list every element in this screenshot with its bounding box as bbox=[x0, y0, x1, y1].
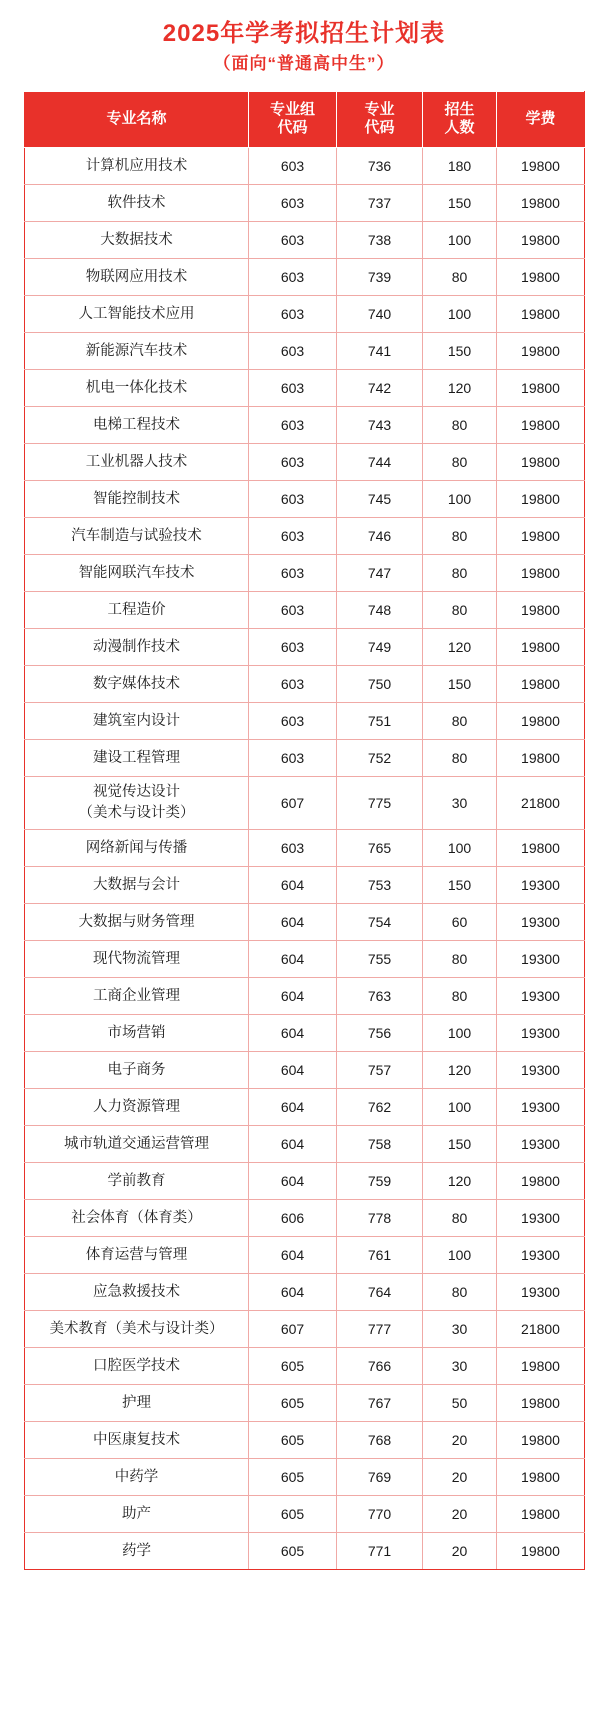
cell-group-code: 604 bbox=[249, 978, 337, 1015]
cell-group-code: 605 bbox=[249, 1385, 337, 1422]
cell-major-code: 758 bbox=[337, 1126, 423, 1163]
cell-major-name: 工程造价 bbox=[25, 592, 249, 629]
column-header-major-code-line1: 专业 bbox=[364, 100, 395, 118]
cell-major-code: 764 bbox=[337, 1274, 423, 1311]
cell-major-name: 市场营销 bbox=[25, 1015, 249, 1052]
cell-group-code: 605 bbox=[249, 1533, 337, 1570]
table-row bbox=[25, 1126, 585, 1163]
cell-enrollment-count: 100 bbox=[423, 296, 497, 333]
cell-major-name: 助产 bbox=[25, 1496, 249, 1533]
column-header-group-code-line2: 代码 bbox=[277, 119, 308, 137]
cell-major-code: 740 bbox=[337, 296, 423, 333]
cell-tuition-fee: 19800 bbox=[497, 370, 585, 407]
cell-enrollment-count: 80 bbox=[423, 1274, 497, 1311]
cell-tuition-fee: 19800 bbox=[497, 703, 585, 740]
cell-group-code: 605 bbox=[249, 1459, 337, 1496]
cell-major-code: 752 bbox=[337, 740, 423, 777]
cell-group-code: 603 bbox=[249, 555, 337, 592]
cell-tuition-fee: 19800 bbox=[497, 830, 585, 867]
cell-major-name: 电子商务 bbox=[25, 1052, 249, 1089]
table-row bbox=[25, 666, 585, 703]
title-sub: （面向“普通高中生”） bbox=[213, 54, 395, 74]
cell-major-code: 749 bbox=[337, 629, 423, 666]
cell-tuition-fee: 19800 bbox=[497, 1348, 585, 1385]
cell-tuition-fee: 21800 bbox=[497, 1311, 585, 1348]
cell-tuition-fee: 19300 bbox=[497, 1237, 585, 1274]
cell-major-code: 751 bbox=[337, 703, 423, 740]
cell-enrollment-count: 80 bbox=[423, 555, 497, 592]
cell-group-code: 603 bbox=[249, 830, 337, 867]
cell-major-name: 工业机器人技术 bbox=[25, 444, 249, 481]
cell-major-name: 城市轨道交通运营管理 bbox=[25, 1126, 249, 1163]
cell-tuition-fee: 19800 bbox=[497, 1459, 585, 1496]
cell-enrollment-count: 150 bbox=[423, 333, 497, 370]
table-body bbox=[25, 148, 585, 1570]
title-main: 2025年学考拟招生计划表 bbox=[162, 20, 446, 47]
table-header bbox=[25, 91, 585, 148]
table-row bbox=[25, 1311, 585, 1348]
cell-group-code: 603 bbox=[249, 333, 337, 370]
table-row bbox=[25, 185, 585, 222]
cell-major-name: 现代物流管理 bbox=[25, 941, 249, 978]
cell-enrollment-count: 120 bbox=[423, 1163, 497, 1200]
table-row bbox=[25, 222, 585, 259]
cell-major-name: 社会体育（体育类） bbox=[25, 1200, 249, 1237]
column-header-count-line1: 招生 bbox=[444, 100, 475, 118]
cell-enrollment-count: 20 bbox=[423, 1533, 497, 1570]
cell-group-code: 603 bbox=[249, 481, 337, 518]
cell-enrollment-count: 100 bbox=[423, 1237, 497, 1274]
cell-major-name: 大数据与财务管理 bbox=[25, 904, 249, 941]
cell-tuition-fee: 21800 bbox=[497, 777, 585, 830]
cell-enrollment-count: 150 bbox=[423, 666, 497, 703]
cell-major-name: 智能控制技术 bbox=[25, 481, 249, 518]
cell-major-name: 软件技术 bbox=[25, 185, 249, 222]
cell-group-code: 603 bbox=[249, 259, 337, 296]
cell-tuition-fee: 19300 bbox=[497, 941, 585, 978]
cell-enrollment-count: 100 bbox=[423, 830, 497, 867]
cell-major-code: 736 bbox=[337, 148, 423, 185]
column-header-fee-line1: 学费 bbox=[525, 110, 556, 128]
cell-enrollment-count: 100 bbox=[423, 1089, 497, 1126]
cell-tuition-fee: 19800 bbox=[497, 1422, 585, 1459]
cell-enrollment-count: 80 bbox=[423, 941, 497, 978]
table-row bbox=[25, 703, 585, 740]
cell-major-code: 768 bbox=[337, 1422, 423, 1459]
cell-major-name: 工商企业管理 bbox=[25, 978, 249, 1015]
cell-major-name: 中医康复技术 bbox=[25, 1422, 249, 1459]
cell-major-name: 大数据技术 bbox=[25, 222, 249, 259]
column-header-group-code-line1: 专业组 bbox=[269, 100, 315, 118]
cell-enrollment-count: 100 bbox=[423, 1015, 497, 1052]
cell-major-code: 775 bbox=[337, 777, 423, 830]
table-row bbox=[25, 333, 585, 370]
cell-major-name: 学前教育 bbox=[25, 1163, 249, 1200]
cell-major-code: 748 bbox=[337, 592, 423, 629]
cell-major-code: 737 bbox=[337, 185, 423, 222]
cell-tuition-fee: 19300 bbox=[497, 1126, 585, 1163]
cell-group-code: 604 bbox=[249, 1089, 337, 1126]
cell-group-code: 607 bbox=[249, 1311, 337, 1348]
cell-major-code: 739 bbox=[337, 259, 423, 296]
cell-enrollment-count: 80 bbox=[423, 978, 497, 1015]
cell-group-code: 603 bbox=[249, 407, 337, 444]
cell-tuition-fee: 19300 bbox=[497, 1200, 585, 1237]
table-row bbox=[25, 1163, 585, 1200]
cell-group-code: 603 bbox=[249, 296, 337, 333]
cell-group-code: 603 bbox=[249, 703, 337, 740]
cell-major-name: 大数据与会计 bbox=[25, 867, 249, 904]
cell-enrollment-count: 30 bbox=[423, 777, 497, 830]
table-row bbox=[25, 1089, 585, 1126]
cell-group-code: 604 bbox=[249, 1015, 337, 1052]
cell-group-code: 605 bbox=[249, 1422, 337, 1459]
column-header-major-code bbox=[337, 91, 423, 148]
cell-tuition-fee: 19300 bbox=[497, 1089, 585, 1126]
cell-major-code: 753 bbox=[337, 867, 423, 904]
cell-tuition-fee: 19300 bbox=[497, 1052, 585, 1089]
page-title bbox=[24, 18, 584, 77]
table-row bbox=[25, 1348, 585, 1385]
table-row bbox=[25, 629, 585, 666]
cell-group-code: 603 bbox=[249, 185, 337, 222]
cell-enrollment-count: 80 bbox=[423, 592, 497, 629]
table-row bbox=[25, 1533, 585, 1570]
cell-major-code: 747 bbox=[337, 555, 423, 592]
cell-group-code: 604 bbox=[249, 1237, 337, 1274]
cell-major-code: 762 bbox=[337, 1089, 423, 1126]
cell-major-code: 777 bbox=[337, 1311, 423, 1348]
cell-tuition-fee: 19800 bbox=[497, 1533, 585, 1570]
cell-group-code: 604 bbox=[249, 1126, 337, 1163]
cell-major-code: 738 bbox=[337, 222, 423, 259]
cell-major-code: 744 bbox=[337, 444, 423, 481]
cell-tuition-fee: 19800 bbox=[497, 740, 585, 777]
cell-enrollment-count: 120 bbox=[423, 629, 497, 666]
table-row bbox=[25, 481, 585, 518]
table-row bbox=[25, 259, 585, 296]
table-row bbox=[25, 444, 585, 481]
cell-major-name: 视觉传达设计 （美术与设计类） bbox=[25, 777, 249, 830]
cell-enrollment-count: 180 bbox=[423, 148, 497, 185]
cell-enrollment-count: 50 bbox=[423, 1385, 497, 1422]
cell-major-code: 741 bbox=[337, 333, 423, 370]
cell-tuition-fee: 19800 bbox=[497, 296, 585, 333]
cell-major-name: 药学 bbox=[25, 1533, 249, 1570]
cell-enrollment-count: 80 bbox=[423, 407, 497, 444]
cell-tuition-fee: 19800 bbox=[497, 629, 585, 666]
cell-enrollment-count: 120 bbox=[423, 370, 497, 407]
cell-group-code: 603 bbox=[249, 518, 337, 555]
cell-tuition-fee: 19800 bbox=[497, 333, 585, 370]
table-row bbox=[25, 148, 585, 185]
cell-major-code: 763 bbox=[337, 978, 423, 1015]
table-row bbox=[25, 370, 585, 407]
cell-major-name: 动漫制作技术 bbox=[25, 629, 249, 666]
cell-major-name: 计算机应用技术 bbox=[25, 148, 249, 185]
cell-enrollment-count: 80 bbox=[423, 740, 497, 777]
table-row bbox=[25, 1422, 585, 1459]
cell-major-name: 人工智能技术应用 bbox=[25, 296, 249, 333]
cell-group-code: 603 bbox=[249, 370, 337, 407]
cell-major-name: 口腔医学技术 bbox=[25, 1348, 249, 1385]
column-header-count bbox=[423, 91, 497, 148]
table-row bbox=[25, 407, 585, 444]
cell-major-name: 中药学 bbox=[25, 1459, 249, 1496]
cell-group-code: 605 bbox=[249, 1348, 337, 1385]
cell-group-code: 605 bbox=[249, 1496, 337, 1533]
cell-enrollment-count: 150 bbox=[423, 867, 497, 904]
cell-enrollment-count: 20 bbox=[423, 1422, 497, 1459]
cell-tuition-fee: 19800 bbox=[497, 592, 585, 629]
cell-enrollment-count: 20 bbox=[423, 1459, 497, 1496]
column-header-group-code bbox=[249, 91, 337, 148]
cell-enrollment-count: 30 bbox=[423, 1348, 497, 1385]
cell-enrollment-count: 120 bbox=[423, 1052, 497, 1089]
cell-major-code: 767 bbox=[337, 1385, 423, 1422]
table-row bbox=[25, 296, 585, 333]
cell-tuition-fee: 19300 bbox=[497, 904, 585, 941]
table-row bbox=[25, 978, 585, 1015]
cell-enrollment-count: 100 bbox=[423, 222, 497, 259]
cell-major-name: 建筑室内设计 bbox=[25, 703, 249, 740]
table-row bbox=[25, 941, 585, 978]
cell-group-code: 604 bbox=[249, 1052, 337, 1089]
cell-major-code: 765 bbox=[337, 830, 423, 867]
cell-tuition-fee: 19800 bbox=[497, 555, 585, 592]
cell-major-code: 746 bbox=[337, 518, 423, 555]
cell-enrollment-count: 80 bbox=[423, 259, 497, 296]
cell-enrollment-count: 150 bbox=[423, 1126, 497, 1163]
cell-enrollment-count: 20 bbox=[423, 1496, 497, 1533]
cell-tuition-fee: 19800 bbox=[497, 1496, 585, 1533]
cell-tuition-fee: 19300 bbox=[497, 1015, 585, 1052]
cell-tuition-fee: 19800 bbox=[497, 148, 585, 185]
cell-major-name: 汽车制造与试验技术 bbox=[25, 518, 249, 555]
cell-major-code: 756 bbox=[337, 1015, 423, 1052]
column-header-major-line1: 专业名称 bbox=[106, 110, 167, 128]
cell-tuition-fee: 19300 bbox=[497, 978, 585, 1015]
table-row bbox=[25, 1496, 585, 1533]
cell-major-code: 754 bbox=[337, 904, 423, 941]
cell-major-name: 电梯工程技术 bbox=[25, 407, 249, 444]
column-header-major bbox=[25, 91, 249, 148]
table-row bbox=[25, 555, 585, 592]
cell-major-name: 物联网应用技术 bbox=[25, 259, 249, 296]
cell-group-code: 606 bbox=[249, 1200, 337, 1237]
admission-plan-table bbox=[24, 91, 585, 1571]
cell-major-code: 771 bbox=[337, 1533, 423, 1570]
cell-major-name: 护理 bbox=[25, 1385, 249, 1422]
cell-major-name: 美术教育（美术与设计类） bbox=[25, 1311, 249, 1348]
cell-group-code: 603 bbox=[249, 592, 337, 629]
cell-group-code: 603 bbox=[249, 444, 337, 481]
cell-major-code: 766 bbox=[337, 1348, 423, 1385]
table-row bbox=[25, 1385, 585, 1422]
cell-enrollment-count: 80 bbox=[423, 518, 497, 555]
cell-tuition-fee: 19800 bbox=[497, 259, 585, 296]
cell-enrollment-count: 80 bbox=[423, 1200, 497, 1237]
cell-major-code: 742 bbox=[337, 370, 423, 407]
cell-group-code: 604 bbox=[249, 1163, 337, 1200]
cell-enrollment-count: 30 bbox=[423, 1311, 497, 1348]
cell-group-code: 607 bbox=[249, 777, 337, 830]
cell-tuition-fee: 19300 bbox=[497, 867, 585, 904]
cell-tuition-fee: 19300 bbox=[497, 1274, 585, 1311]
cell-major-name: 体育运营与管理 bbox=[25, 1237, 249, 1274]
cell-group-code: 603 bbox=[249, 148, 337, 185]
cell-group-code: 603 bbox=[249, 666, 337, 703]
cell-enrollment-count: 150 bbox=[423, 185, 497, 222]
table-row bbox=[25, 830, 585, 867]
table-row bbox=[25, 1052, 585, 1089]
cell-major-code: 745 bbox=[337, 481, 423, 518]
cell-tuition-fee: 19800 bbox=[497, 518, 585, 555]
table-row bbox=[25, 740, 585, 777]
cell-major-code: 759 bbox=[337, 1163, 423, 1200]
cell-group-code: 603 bbox=[249, 740, 337, 777]
cell-group-code: 604 bbox=[249, 1274, 337, 1311]
column-header-count-line2: 人数 bbox=[444, 119, 475, 137]
cell-group-code: 604 bbox=[249, 941, 337, 978]
table-row bbox=[25, 1274, 585, 1311]
table-row bbox=[25, 1015, 585, 1052]
cell-major-code: 750 bbox=[337, 666, 423, 703]
cell-tuition-fee: 19800 bbox=[497, 444, 585, 481]
cell-major-code: 743 bbox=[337, 407, 423, 444]
cell-major-name: 人力资源管理 bbox=[25, 1089, 249, 1126]
column-header-fee bbox=[497, 91, 585, 148]
cell-major-name: 网络新闻与传播 bbox=[25, 830, 249, 867]
cell-major-name: 机电一体化技术 bbox=[25, 370, 249, 407]
table-row bbox=[25, 904, 585, 941]
cell-major-name: 数字媒体技术 bbox=[25, 666, 249, 703]
cell-tuition-fee: 19800 bbox=[497, 222, 585, 259]
cell-tuition-fee: 19800 bbox=[497, 1163, 585, 1200]
cell-major-code: 778 bbox=[337, 1200, 423, 1237]
cell-group-code: 604 bbox=[249, 867, 337, 904]
cell-major-code: 757 bbox=[337, 1052, 423, 1089]
cell-enrollment-count: 80 bbox=[423, 444, 497, 481]
cell-group-code: 603 bbox=[249, 629, 337, 666]
table-row bbox=[25, 1200, 585, 1237]
table-row bbox=[25, 518, 585, 555]
cell-enrollment-count: 100 bbox=[423, 481, 497, 518]
table-header-row bbox=[25, 91, 585, 148]
cell-tuition-fee: 19800 bbox=[497, 1385, 585, 1422]
table-row bbox=[25, 777, 585, 830]
table-row bbox=[25, 1237, 585, 1274]
cell-tuition-fee: 19800 bbox=[497, 666, 585, 703]
table-row bbox=[25, 592, 585, 629]
cell-major-code: 769 bbox=[337, 1459, 423, 1496]
table-row bbox=[25, 867, 585, 904]
cell-major-code: 755 bbox=[337, 941, 423, 978]
cell-group-code: 603 bbox=[249, 222, 337, 259]
cell-tuition-fee: 19800 bbox=[497, 185, 585, 222]
cell-major-name: 智能网联汽车技术 bbox=[25, 555, 249, 592]
cell-major-code: 761 bbox=[337, 1237, 423, 1274]
cell-tuition-fee: 19800 bbox=[497, 481, 585, 518]
cell-major-name: 建设工程管理 bbox=[25, 740, 249, 777]
cell-major-name: 新能源汽车技术 bbox=[25, 333, 249, 370]
cell-enrollment-count: 60 bbox=[423, 904, 497, 941]
cell-enrollment-count: 80 bbox=[423, 703, 497, 740]
cell-major-name: 应急救援技术 bbox=[25, 1274, 249, 1311]
cell-group-code: 604 bbox=[249, 904, 337, 941]
table-row bbox=[25, 1459, 585, 1496]
column-header-major-code-line2: 代码 bbox=[364, 119, 395, 137]
cell-major-code: 770 bbox=[337, 1496, 423, 1533]
cell-tuition-fee: 19800 bbox=[497, 407, 585, 444]
